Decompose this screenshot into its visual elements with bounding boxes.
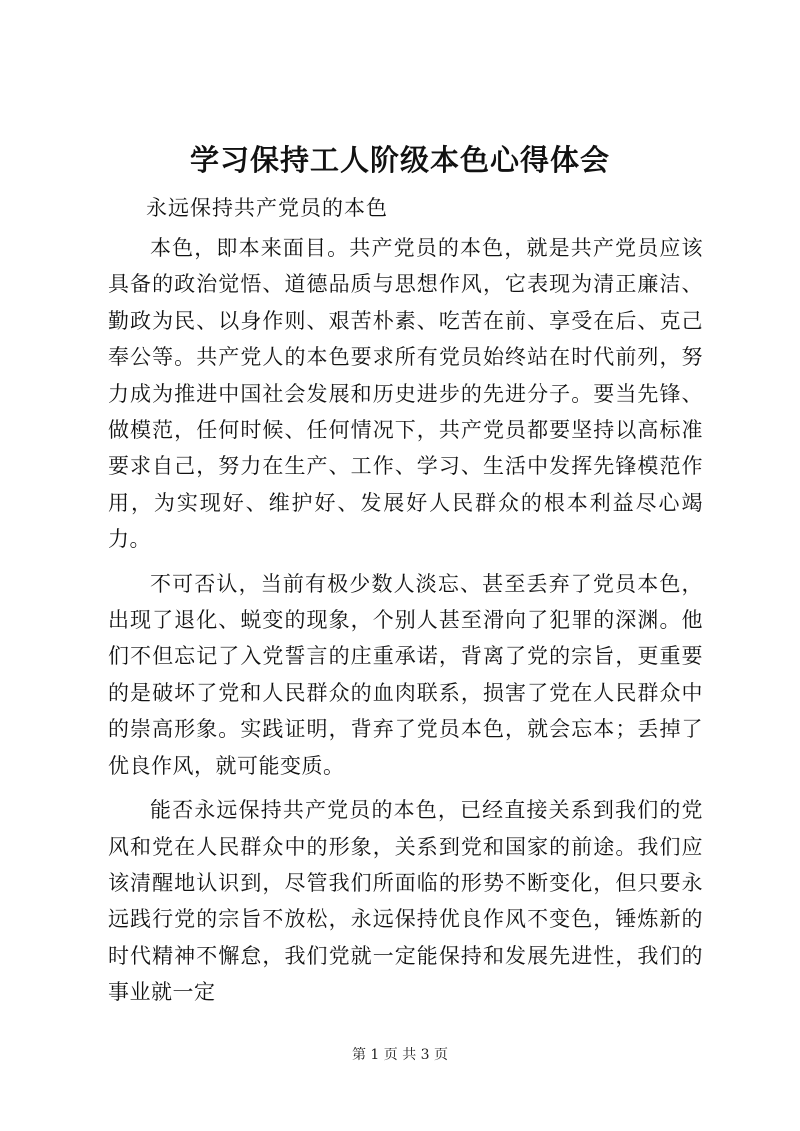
document-title: 学习保持工人阶级本色心得体会	[189, 143, 610, 177]
document-body	[108, 230, 703, 1019]
paragraph-2: 不可否认，当前有极少数人淡忘、甚至丢弃了党员本色，出现了退化、蜕变的现象，个别人甚至滑向了犯罪的深渊。他们不但忘记了入党誓言的庄重承诺，背离了党的宗旨，更重要的是破坏了党和人民群众的血肉联系，损害了党在人民群众中的崇高形象。实践证明，背弃了党员本色，就会忘本；丢掉了优良作风，就可能变质。	[108, 571, 703, 778]
paragraph-1: 本色，即本来面目。共产党员的本色，就是共产党员应该具备的政治觉悟、道德品质与思想作风，它表现为清正廉洁、勤政为民、以身作则、艰苦朴素、吃苦在前、享受在后、克己奉公等。共产党人的本色要求所有党员始终站在时代前列，努力成为推进中国社会发展和历史进步的先进分子。要当先锋、做模范，任何时候、任何情况下，共产党员都要坚持以高标准要求自己，努力在生产、工作、学习、生活中发挥先锋模范作用，为实现好、维护好、发展好人民群众的根本利益尽心竭力。	[108, 236, 703, 552]
document-subtitle: 永远保持共产党员的本色	[146, 196, 388, 220]
paragraph-3: 能否永远保持共产党员的本色，已经直接关系到我们的党风和党在人民群众中的形象，关系到党和国家的前途。我们应该清醒地认识到，尽管我们所面临的形势不断变化，但只要永远践行党的宗旨不放松，永远保持优良作风不变色，锤炼新的时代精神不懈怠，我们党就一定能保持和发展先进性，我们的事业就一定	[108, 798, 703, 1005]
page-footer: 第 1 页 共 3 页	[351, 1047, 449, 1063]
